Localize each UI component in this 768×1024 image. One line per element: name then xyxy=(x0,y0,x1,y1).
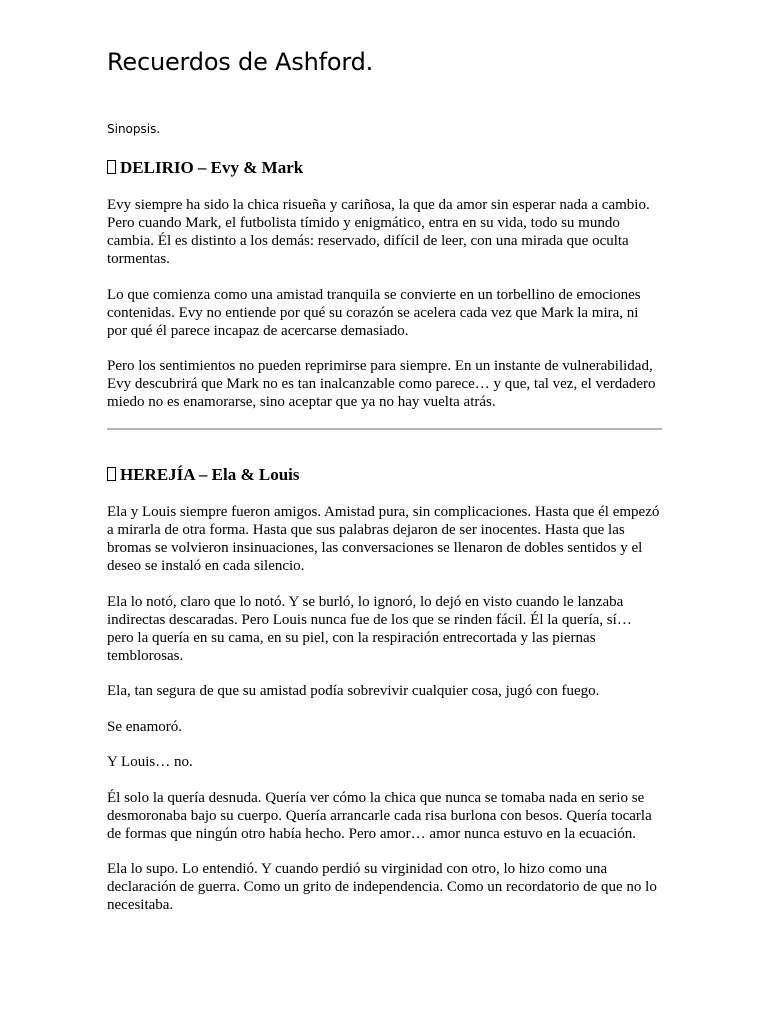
paragraph: Ela lo notó, claro que lo notó. Y se burló, lo ignoró, lo dejó en visto cuando le lanzaba indirectas descaradas. Pero Louis nunca fue de los que se rinden fácil. Él la quería, sí… pero la quería en su cama, en su piel, con la respiración entrecortada y las piernas temblorosas. xyxy=(107,594,632,664)
paragraph: Ela, tan segura de que su amistad podía sobrevivir cualquier cosa, jugó con fuego. xyxy=(107,683,600,699)
paragraph: Ela y Louis siempre fueron amigos. Amistad pura, sin complicaciones. Hasta que él empezó a mirarla de otra forma. Hasta que sus palabras dejaron de ser inocentes. Hasta que las bromas se volvieron insinuaciones, las conversaciones se llenaron de dobles sentidos y el deseo se instaló en cada silencio. xyxy=(107,504,660,574)
paragraph: Él solo la quería desnuda. Quería ver cómo la chica que nunca se tomaba nada en serio se desmoronaba bajo su cuerpo. Quería arrancarle cada risa burlona con besos. Quería tocarla de formas que ningún otro había hecho. Pero amor… amor nunca estuvo en la ecuación. xyxy=(107,790,652,842)
paragraph: Evy siempre ha sido la chica risueña y cariñosa, la que da amor sin esperar nada a cambio. Pero cuando Mark, el futbolista tímido y enigmático, entra en su vida, todo su mundo cambia. Él es distinto a los demás: reservado, difícil de leer, con una mirada que oculta tormentas. xyxy=(107,197,650,267)
document-title: Recuerdos de Ashford. xyxy=(107,48,374,76)
paragraph: Se enamoró. xyxy=(107,719,182,735)
missing-glyph-icon xyxy=(107,160,116,174)
paragraph: Pero los sentimientos no pueden reprimirse para siempre. En un instante de vulnerabilidad, Evy descubrirá que Mark no es tan inalcanzable como parece… y que, tal vez, el verdadero miedo no es enamorarse, sino aceptar que ya no hay vuelta atrás. xyxy=(107,358,656,410)
paragraph: Lo que comienza como una amistad tranquila se convierte en un torbellino de emociones contenidas. Evy no entiende por qué su corazón se acelera cada vez que Mark la mira, ni por qué él parece incapaz de acercarse demasiado. xyxy=(107,287,641,339)
missing-glyph-icon xyxy=(107,467,116,481)
horizontal-divider xyxy=(107,428,662,430)
paragraph: Ela lo supo. Lo entendió. Y cuando perdió su virginidad con otro, lo hizo como una declaración de guerra. Como un grito de independencia. Como un recordatorio de que no lo necesitaba. xyxy=(107,861,657,913)
section-heading-delirio xyxy=(107,158,303,178)
section-heading-text: DELIRIO – Evy & Mark xyxy=(120,158,304,177)
section-heading-herejia xyxy=(107,465,300,485)
section-heading-text: HEREJÍA – Ela & Louis xyxy=(120,465,300,484)
paragraph: Y Louis… no. xyxy=(107,754,193,770)
document-subtitle: Sinopsis. xyxy=(107,122,161,136)
